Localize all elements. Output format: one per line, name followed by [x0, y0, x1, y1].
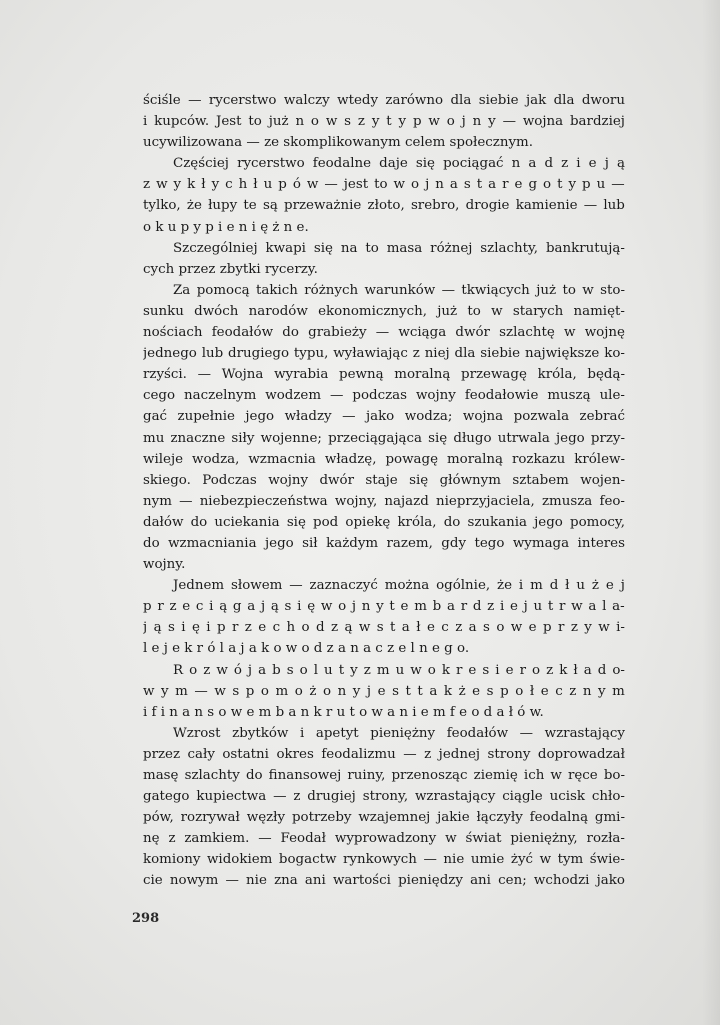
page-edge-shadow — [702, 0, 720, 1025]
text-line: wileje wodza, wzmacnia władzę, powagę moralną rozkazu królew- — [143, 451, 625, 467]
text-line: w y m — w s p o m o ż o n y j e s t t a k ż e s p o ł e c z n y m — [143, 683, 625, 699]
text-line: gać zupełnie jego władzy — jako wodza; wojna pozwala zebrać — [143, 409, 625, 425]
text-line: i kupców. Jest to już n o w s z y t y p w o j n y — wojna bardziej — [143, 114, 625, 130]
text-line: l e j e k r ó l a j a k o w o d z a n a c z e l n e g o. — [143, 641, 470, 657]
body-text — [143, 90, 625, 892]
text-line: rzyści. — Wojna wyrabia pewną moralną przewagę króla, będą- — [143, 367, 625, 383]
text-line: Szczególniej kwapi się na to masa różnej szlachty, bankrutują- — [173, 240, 625, 256]
text-line: sunku dwóch narodów ekonomicznych, już to w starych namięt- — [143, 303, 625, 319]
text-line: o k u p y p i e n i ę ż n e. — [143, 219, 309, 235]
text-line: jednego lub drugiego typu, wyławiając z niej dla siebie największe ko- — [143, 346, 625, 362]
text-line: wojny. — [143, 557, 186, 573]
text-line: Częściej rycerstwo feodalne daje się pociągać n a d z i e j ą — [173, 156, 625, 172]
text-line: Wzrost zbytków i apetyt pieniężny feodałów — wzrastający — [173, 725, 625, 741]
text-line: Jednem słowem — zaznaczyć można ogólnie, że i m d ł u ż e j — [173, 578, 625, 594]
text-line: p r z e c i ą g a j ą s i ę w o j n y t e m b a r d z i e j u t r w a l a- — [143, 599, 625, 615]
text-line: z w y k ł y c h ł u p ó w — jest to w o j n a s t a r e g o t y p u — — [143, 177, 625, 193]
text-line: komiony widokiem bogactw rynkowych — nie umie żyć w tym świe- — [143, 852, 625, 868]
text-line: dałów do uciekania się pod opiekę króla, do szukania jego pomocy, — [143, 514, 625, 530]
text-line: cie nowym — nie zna ani wartości pieniędzy ani cen; wchodzi jako — [143, 873, 625, 889]
text-line: przez cały ostatni okres feodalizmu — z jednej strony doprowadzał — [143, 746, 625, 762]
text-line: mu znaczne siły wojenne; przeciągająca się długo utrwala jego przy- — [143, 430, 625, 446]
text-line: Za pomocą takich różnych warunków — tkwiących już to w sto- — [173, 282, 625, 298]
text-line: cego naczelnym wodzem — podczas wojny feodałowie muszą ule- — [143, 388, 625, 404]
text-line: R o z w ó j a b s o l u t y z m u w o k r e s i e r o z k ł a d o- — [173, 662, 625, 678]
page-number: 298 — [132, 911, 160, 926]
text-line: ściśle — rycerstwo walczy wtedy zarówno dla siebie jak dla dworu — [143, 93, 625, 108]
text-line: ucywilizowana — ze skomplikowanym celem społecznym. — [143, 135, 534, 151]
text-line: nościach feodałów do grabieży — wciąga dwór szlachtę w wojnę — [143, 325, 625, 341]
text-line: cych przez zbytki rycerzy. — [143, 261, 318, 277]
text-line: j ą s i ę i p r z e c h o d z ą w s t a ł e c z a s o w e p r z y w i- — [143, 620, 625, 636]
text-line: nę z zamkiem. — Feodał wyprowadzony w świat pieniężny, rozła- — [143, 831, 625, 847]
text-line: nym — niebezpieczeństwa wojny, najazd nieprzyjaciela, zmusza feo- — [143, 493, 625, 509]
text-line: pów, rozrywał węzły potrzeby wzajemnej jakie łączyły feodalną gmi- — [143, 810, 625, 826]
text-line: masę szlachty do finansowej ruiny, przenosząc ziemię ich w ręce bo- — [143, 768, 625, 783]
text-line: do wzmacniania jego sił każdym razem, gdy tego wymaga interes — [143, 535, 625, 551]
text-line: gatego kupiectwa — z drugiej strony, wzrastający ciągle ucisk chło- — [143, 789, 625, 805]
text-line: i f i n a n s o w e m b a n k r u t o w a n i e m f e o d a ł ó w. — [143, 704, 544, 720]
text-line: skiego. Podczas wojny dwór staje się głównym sztabem wojen- — [143, 472, 625, 488]
text-line: tylko, że łupy te są przeważnie złoto, srebro, drogie kamienie — lub — [143, 198, 625, 214]
